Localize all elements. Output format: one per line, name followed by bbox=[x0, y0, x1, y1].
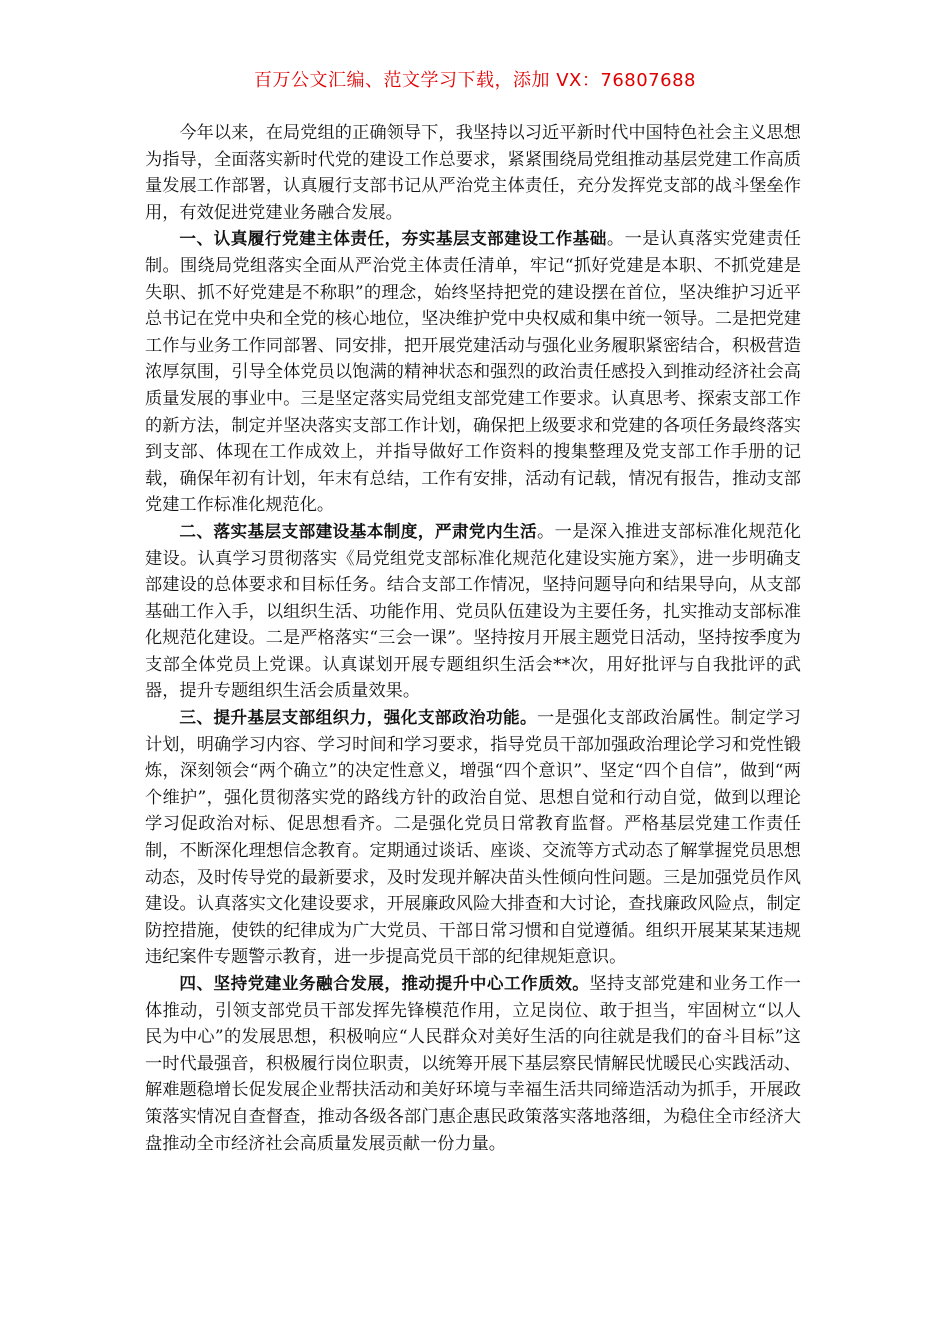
paragraph-text: 一是强化支部政治属性。制定学习计划，明确学习内容、学习时间和学习要求，指导党员干部加强政治理论学习和党性锻炼，深刻领会“两个确立”的决定性意义，增强“四个意识”、坚定“四个自信”，做到“两个维护”，强化贯彻落实党的路线方针的政治自觉、思想自觉和行动自觉，做到以理论学习促政治对标、促思想看齐。二是强化党员日常教育监督。严格基层党建工作责任制，不断深化理想信念教育。定期通过谈话、座谈、交流等方式动态了解掌握党员思想动态，及时传导党的最新要求，及时发现并解决苗头性倾向性问题。三是加强党员作风建设。认真落实文化建设要求，开展廉政风险大排查和大讨论，查找廉政风险点，制定防控措施，使铁的纪律成为广大党员、干部日常习惯和自觉遵循。组织开展某某某违规违纪案件专题警示教育，进一步提高党员干部的纪律规矩意识。 bbox=[145, 708, 801, 968]
section-heading: 一、认真履行党建主体责任，夯实基层支部建设工作基础 bbox=[179, 229, 607, 249]
paragraph-section-2 bbox=[145, 519, 801, 705]
paragraph-section-4 bbox=[145, 971, 801, 1157]
section-heading: 四、坚持党建业务融合发展，推动提升中心工作质效。 bbox=[179, 974, 590, 993]
paragraph-text: 坚持支部党建和业务工作一体推动，引领支部党员干部发挥先锋模范作用，立足岗位、敢于担当，牢固树立“以人民为中心”的发展思想，积极响应“人民群众对美好生活的向往就是我们的奋斗目标”这一时代最强音，积极履行岗位职责，以统筹开展下基层察民情解民忧暖民心实践活动、解难题稳增长促发展企业帮扶活动和美好环境与幸福生活共同缔造活动为抓手，开展政策落实情况自查督查，推动各级各部门惠企惠民政策落实落地落细，为稳住全市经济大盘推动全市经济社会高质量发展贡献一份力量。 bbox=[145, 974, 801, 1154]
paragraph-text: 。一是深入推进支部标准化规范化建设。认真学习贯彻落实《局党组党支部标准化规范化建设实施方案》，进一步明确支部建设的总体要求和目标任务。结合支部工作情况，坚持问题导向和结果导向，从支部基础工作入手，以组织生活、功能作用、党员队伍建设为主要任务，扎实推动支部标准化规范化建设。二是严格落实“三会一课”。坚持按月开展主题党日活动，坚持按季度为支部全体党员上党课。认真谋划开展专题组织生活会**次，用好批评与自我批评的武器，提升专题组织生活会质量效果。 bbox=[145, 521, 801, 702]
header-banner: 百万公文汇编、范文学习下载，添加 VX：76807688 bbox=[254, 70, 696, 91]
paragraph-section-3 bbox=[145, 705, 801, 971]
section-heading: 三、提升基层支部组织力，强化支部政治功能。 bbox=[179, 708, 538, 728]
paragraph-section-1 bbox=[145, 226, 801, 519]
section-heading: 二、落实基层支部建设基本制度，严肃党内生活 bbox=[179, 521, 538, 541]
paragraph-intro bbox=[145, 120, 801, 226]
paragraph-text: 。一是认真落实党建责任制。围绕局党组落实全面从严治党主体责任清单，牢记“抓好党建是本职、不抓党建是失职、抓不好党建是不称职”的理念，始终坚持把党的建设摆在首位，坚决维护习近平总书记在党中央和全党的核心地位，坚决维护党中央权威和集中统一领导。二是把党建工作与业务工作同部署、同安排，把开展党建活动与强化业务履职紧密结合，积极营造浓厚氛围，引导全体党员以饱满的精神状态和强烈的政治责任感投入到推动经济社会高质量发展的事业中。三是坚定落实局党组支部党建工作要求。认真思考、探索支部工作的新方法，制定并坚决落实支部工作计划，确保把上级要求和党建的各项任务最终落实到支部、体现在工作成效上，并指导做好工作资料的搜集整理及党支部工作手册的记载，确保年初有计划，年末有总结，工作有安排，活动有记载，情况有报告，推动支部党建工作标准化规范化。 bbox=[145, 229, 801, 516]
paragraph-text: 今年以来，在局党组的正确领导下，我坚持以习近平新时代中国特色社会主义思想为指导，全面落实新时代党的建设工作总要求，紧紧围绕局党组推动基层党建工作高质量发展工作部署，认真履行支部书记从严治党主体责任，充分发挥党支部的战斗堡垒作用，有效促进党建业务融合发展。 bbox=[145, 123, 801, 223]
document-body bbox=[145, 120, 801, 1157]
